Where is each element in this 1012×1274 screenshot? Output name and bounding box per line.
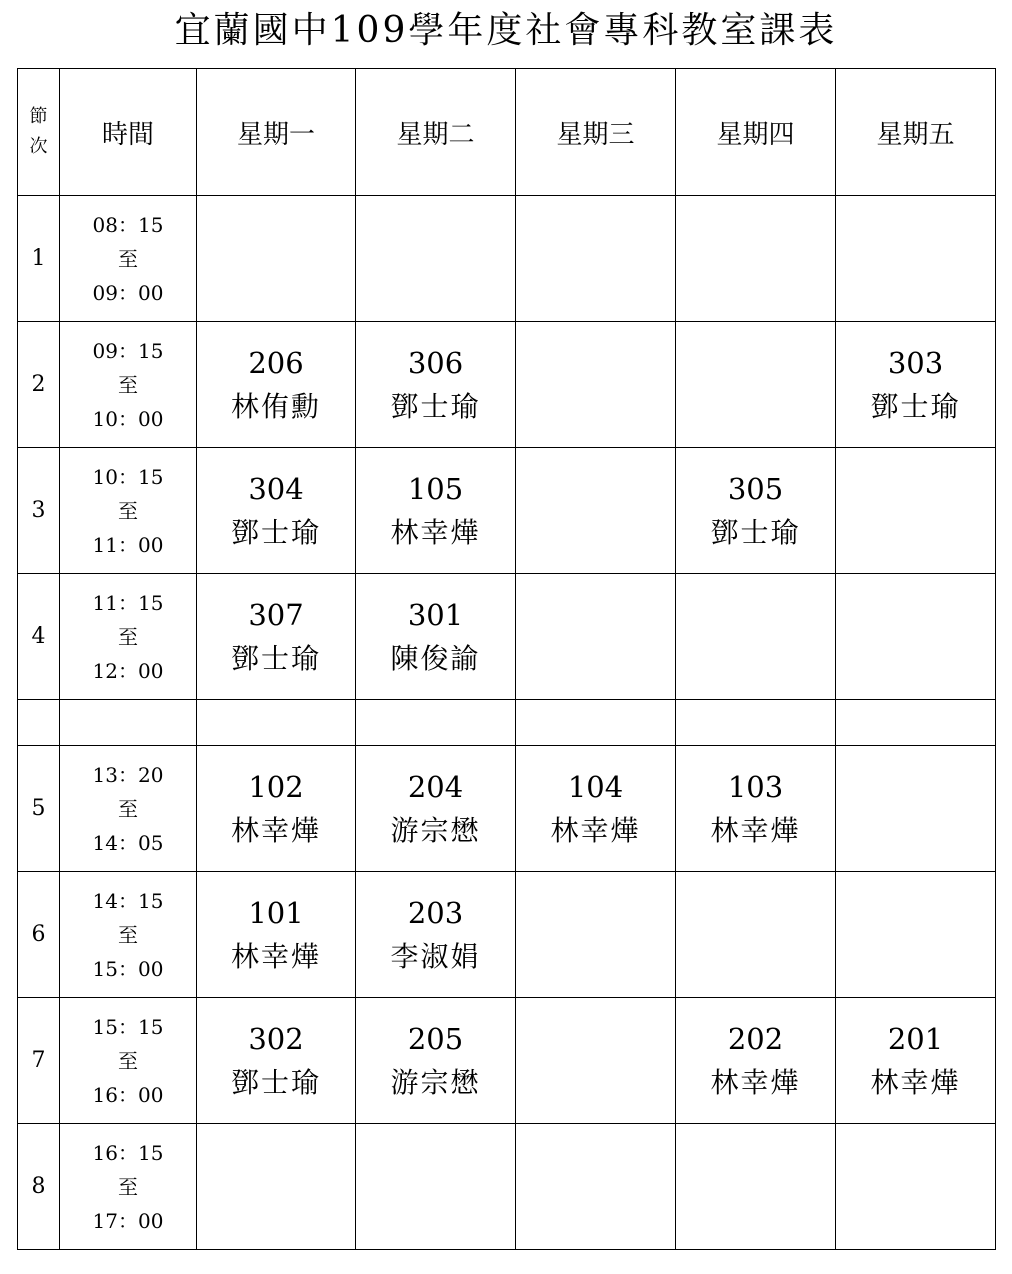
- to-label: 至: [118, 1174, 138, 1199]
- empty-cell: [836, 700, 996, 746]
- teacher-name: 林幸燁: [390, 515, 481, 549]
- period-number: 6: [18, 872, 60, 998]
- teacher-name: 鄧士瑜: [870, 389, 961, 423]
- class-cell-thu: [676, 1124, 836, 1250]
- period-number: 2: [18, 322, 60, 448]
- teacher-name: 林幸燁: [710, 1065, 801, 1099]
- teacher-name: 林幸燁: [230, 813, 321, 847]
- to-label: 至: [118, 796, 138, 821]
- teacher-name: 李淑娟: [390, 939, 481, 973]
- teacher-name: 林侑勳: [230, 389, 321, 423]
- class-cell-fri: [836, 872, 996, 998]
- empty-cell: [516, 700, 676, 746]
- table-row: [18, 448, 996, 574]
- teacher-name: 鄧士瑜: [390, 389, 481, 423]
- period-header-line2: 次: [29, 136, 48, 157]
- end-time: 17：00: [92, 1208, 164, 1233]
- class-cell-tue: [356, 1124, 516, 1250]
- class-cell-thu: [676, 574, 836, 700]
- time-cell: [60, 448, 197, 574]
- lunch-break-row: [18, 700, 996, 746]
- room-number: 303: [887, 345, 944, 380]
- period-number: 3: [18, 448, 60, 574]
- start-time: 08：15: [92, 212, 164, 237]
- timetable: [17, 68, 996, 1250]
- class-cell-wed: [516, 322, 676, 448]
- day-header-thu: 星期四: [676, 69, 836, 196]
- start-time: 16：15: [92, 1140, 164, 1165]
- end-time: 11：00: [92, 532, 164, 557]
- end-time: 12：00: [92, 658, 164, 683]
- period-number: 4: [18, 574, 60, 700]
- period-number: 7: [18, 998, 60, 1124]
- table-row: [18, 872, 996, 998]
- room-number: 201: [887, 1021, 944, 1056]
- class-cell-wed: [516, 574, 676, 700]
- teacher-name: 林幸燁: [230, 939, 321, 973]
- end-time: 15：00: [92, 956, 164, 981]
- room-number: 102: [248, 769, 304, 804]
- end-time: 10：00: [92, 406, 164, 431]
- class-cell-wed: [516, 998, 676, 1124]
- class-cell-fri: [836, 1124, 996, 1250]
- time-cell: [60, 196, 197, 322]
- class-cell-wed: [516, 448, 676, 574]
- time-cell: [60, 1124, 197, 1250]
- class-cell-wed: [516, 872, 676, 998]
- class-cell-fri: [836, 448, 996, 574]
- class-cell-tue: [356, 574, 516, 700]
- class-cell-wed: [516, 746, 676, 872]
- empty-cell: [197, 700, 356, 746]
- to-label: 至: [118, 372, 138, 397]
- class-cell-mon: [197, 746, 356, 872]
- end-time: 14：05: [92, 830, 164, 855]
- room-number: 304: [248, 471, 304, 506]
- class-cell-fri: [836, 322, 996, 448]
- class-cell-tue: [356, 448, 516, 574]
- class-cell-fri: [836, 196, 996, 322]
- teacher-name: 鄧士瑜: [230, 641, 321, 675]
- period-number: 1: [18, 196, 60, 322]
- class-cell-thu: [676, 448, 836, 574]
- class-cell-thu: [676, 196, 836, 322]
- end-time: 16：00: [92, 1082, 164, 1107]
- class-cell-thu: [676, 746, 836, 872]
- start-time: 09：15: [92, 338, 164, 363]
- room-number: 302: [248, 1021, 304, 1056]
- table-row: [18, 574, 996, 700]
- empty-cell: [60, 700, 197, 746]
- class-cell-fri: [836, 746, 996, 872]
- room-number: 101: [248, 895, 304, 930]
- time-cell: [60, 746, 197, 872]
- room-number: 205: [407, 1021, 464, 1056]
- table-row: [18, 196, 996, 322]
- class-cell-wed: [516, 1124, 676, 1250]
- room-number: 306: [407, 345, 464, 380]
- time-header: 時間: [60, 69, 197, 196]
- end-time: 09：00: [92, 280, 164, 305]
- day-header-mon: 星期一: [197, 69, 356, 196]
- class-cell-tue: [356, 746, 516, 872]
- teacher-name: 林幸燁: [870, 1065, 961, 1099]
- start-time: 11：15: [92, 590, 164, 615]
- empty-cell: [676, 700, 836, 746]
- room-number: 204: [407, 769, 464, 804]
- room-number: 103: [727, 769, 784, 804]
- table-row: [18, 746, 996, 872]
- class-cell-thu: [676, 872, 836, 998]
- time-cell: [60, 574, 197, 700]
- class-cell-mon: [197, 196, 356, 322]
- table-row: [18, 1124, 996, 1250]
- start-time: 15：15: [92, 1014, 164, 1039]
- time-cell: [60, 322, 197, 448]
- class-cell-mon: [197, 1124, 356, 1250]
- period-header-line1: 節: [29, 106, 48, 127]
- header-row: [18, 69, 996, 196]
- period-number: 8: [18, 1124, 60, 1250]
- room-number: 301: [407, 597, 464, 632]
- page-title: 宜蘭國中109學年度社會專科教室課表: [174, 10, 838, 51]
- teacher-name: 游宗懋: [390, 1065, 481, 1099]
- teacher-name: 林幸燁: [550, 813, 641, 847]
- room-number: 203: [407, 895, 464, 930]
- table-row: [18, 998, 996, 1124]
- teacher-name: 鄧士瑜: [710, 515, 801, 549]
- teacher-name: 游宗懋: [390, 813, 481, 847]
- class-cell-wed: [516, 196, 676, 322]
- empty-cell: [356, 700, 516, 746]
- class-cell-mon: [197, 448, 356, 574]
- class-cell-thu: [676, 322, 836, 448]
- room-number: 206: [248, 345, 304, 380]
- empty-cell: [18, 700, 60, 746]
- room-number: 105: [407, 471, 464, 506]
- teacher-name: 鄧士瑜: [230, 1065, 321, 1099]
- start-time: 13：20: [92, 762, 164, 787]
- room-number: 104: [567, 769, 624, 804]
- to-label: 至: [118, 922, 138, 947]
- teacher-name: 陳俊諭: [390, 641, 481, 675]
- day-header-fri: 星期五: [836, 69, 996, 196]
- to-label: 至: [118, 498, 138, 523]
- day-header-tue: 星期二: [356, 69, 516, 196]
- table-row: [18, 322, 996, 448]
- class-cell-mon: [197, 872, 356, 998]
- class-cell-fri: [836, 574, 996, 700]
- period-number: 5: [18, 746, 60, 872]
- to-label: 至: [118, 246, 138, 271]
- time-cell: [60, 872, 197, 998]
- class-cell-mon: [197, 322, 356, 448]
- class-cell-tue: [356, 322, 516, 448]
- class-cell-mon: [197, 998, 356, 1124]
- class-cell-thu: [676, 998, 836, 1124]
- period-header: [18, 69, 60, 196]
- room-number: 305: [727, 471, 784, 506]
- teacher-name: 林幸燁: [710, 813, 801, 847]
- to-label: 至: [118, 1048, 138, 1073]
- class-cell-fri: [836, 998, 996, 1124]
- teacher-name: 鄧士瑜: [230, 515, 321, 549]
- to-label: 至: [118, 624, 138, 649]
- start-time: 14：15: [92, 888, 164, 913]
- start-time: 10：15: [92, 464, 164, 489]
- day-header-wed: 星期三: [516, 69, 676, 196]
- class-cell-mon: [197, 574, 356, 700]
- room-number: 202: [727, 1021, 784, 1056]
- class-cell-tue: [356, 196, 516, 322]
- room-number: 307: [248, 597, 304, 632]
- time-cell: [60, 998, 197, 1124]
- class-cell-tue: [356, 998, 516, 1124]
- class-cell-tue: [356, 872, 516, 998]
